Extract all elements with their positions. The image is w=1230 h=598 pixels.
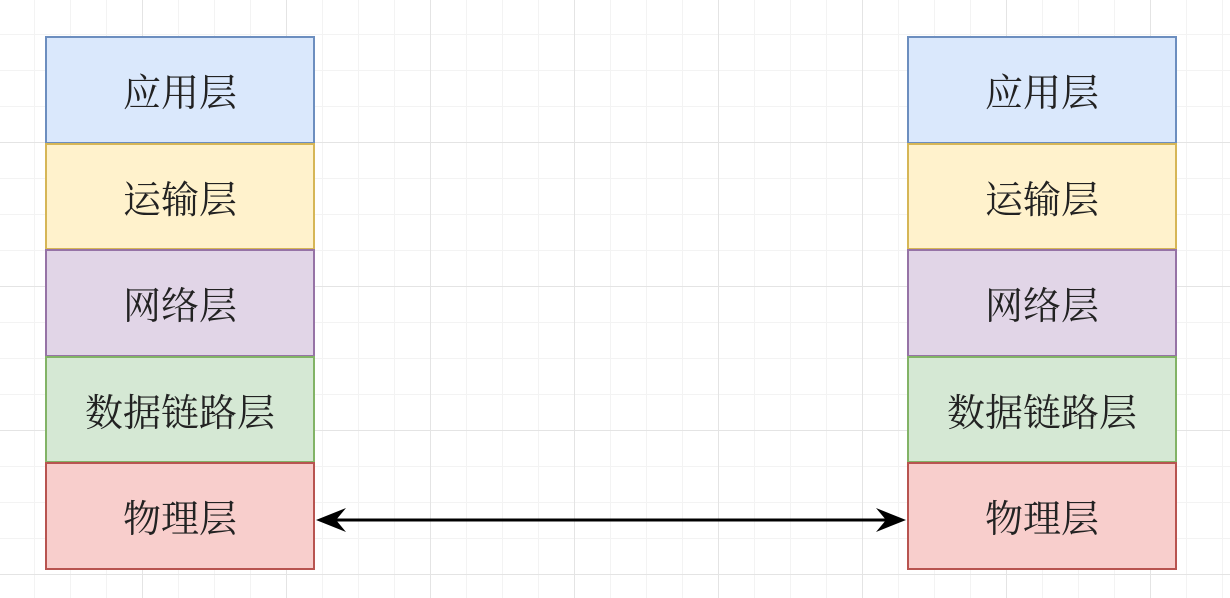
layer-label: 应用层: [984, 71, 1099, 116]
layer-label: 运输层: [984, 177, 1099, 222]
layer-label: 网络层: [984, 284, 1099, 329]
layer-label: 物理层: [122, 497, 237, 542]
layer-label: 物理层: [984, 497, 1099, 542]
layer-label: 运输层: [122, 177, 237, 222]
layer-label: 网络层: [122, 284, 237, 329]
layer-label: 数据链路层: [946, 390, 1137, 435]
layer-label: 应用层: [122, 71, 237, 116]
layer-label: 数据链路层: [84, 390, 275, 435]
